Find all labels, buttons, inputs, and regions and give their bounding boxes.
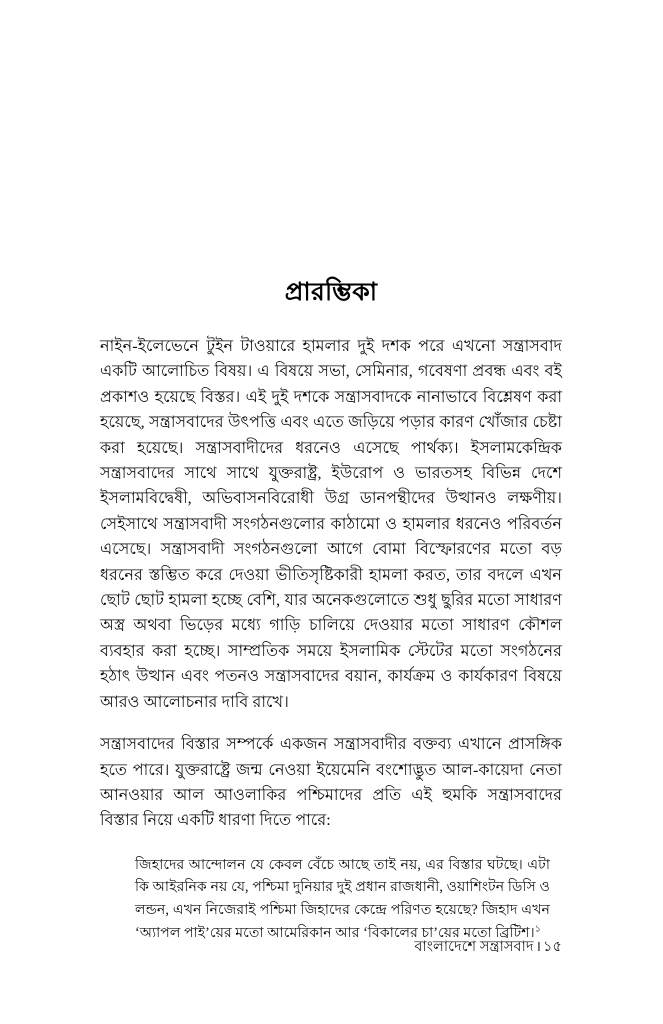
quote-text: জিহাদের আন্দোলন যে কেবল বেঁচে আছে তাই নয়, এর বিস্তার ঘটছে। এটা কি আইরনিক নয় যে, পশ্চিমা দুনিয়ার দুই প্রধান রাজধানী, ওয়াশিংটন ডিসি ও লন্ডন, এখন নিজেরাই পশ্চিমা জিহাদের কেন্দ্রে পরিণত হয়েছে? জিহাদ এখন ‘অ্যাপল পাই’য়ের মতো আমেরিকান আর ‘বিকালের চা’য়ের মতো ব্রিটিশ। [135,856,550,941]
footer-page-number: ১৫ [543,939,562,955]
quote-paragraph [135,854,550,944]
footer-book-title: বাংলাদেশে সন্ত্রাসবাদ [414,939,534,955]
body-paragraph-2: সন্ত্রাসবাদের বিস্তার সম্পর্কে একজন সন্ত্রাসবাদীর বক্তব্য এখানে প্রাসঙ্গিক হতে পারে। যুক্তরাষ্ট্রে জন্ম নেওয়া ইয়েমেনি বংশোদ্ভুত আল-কায়েদা নেতা আনওয়ার আল আওলাকির পশ্চিমাদের প্রতি এই হুমকি সন্ত্রাসবাদের বিস্তার নিয়ে একটি ধারণা দিতে পারে: [100,736,562,830]
page-content [100,278,562,944]
block-quote [100,854,562,944]
chapter-title: প্রারম্ভিকা [284,279,378,306]
footnote-reference: ১ [534,923,541,934]
running-footer [100,937,562,957]
body-paragraph-1: নাইন-ইলেভেনে টুইন টাওয়ারে হামলার দুই দশক পরে এখনো সন্ত্রাসবাদ একটি আলোচিত বিষয়। এ বিষয়ে সভা, সেমিনার, গবেষণা প্রবন্ধ এবং বই প্রকাশও হয়েছে বিস্তর। এই দুই দশকে সন্ত্রাসবাদকে নানাভাবে বিশ্লেষণ করা হয়েছে, সন্ত্রাসবাদের উৎপত্তি এবং এতে জড়িয়ে পড়ার কারণ খোঁজার চেষ্টা করা হয়েছে। সন্ত্রাসবাদীদের ধরনেও এসেছে পার্থক্য। ইসলামকেন্দ্রিক সন্ত্রাসবাদের সাথে সাথে যুক্তরাষ্ট্র, ইউরোপ ও ভারতসহ বিভিন্ন দেশে ইসলামবিদ্বেষী, অভিবাসনবিরোধী উগ্র ডানপন্থীদের উত্থানও লক্ষণীয়। সেইসাথে সন্ত্রাসবাদী সংগঠনগুলোর কাঠামো ও হামলার ধরনেও পরিবর্তন এসেছে। সন্ত্রাসবাদী সংগঠনগুলো আগে বোমা বিস্ফোরণের মতো বড় ধরনের স্তম্ভিত করে দেওয়া ভীতিসৃষ্টিকারী হামলা করত, তার বদলে এখন ছোট ছোট হামলা হচ্ছে বেশি, যার অনেকগুলোতে শুধু ছুরির মতো সাধারণ অস্ত্র অথবা ভিড়ের মধ্যে গাড়ি চালিয়ে দেওয়ার মতো সাধারণ কৌশল ব্যবহার করা হচ্ছে। সাম্প্রতিক সময়ে ইসলামিক স্টেটের মতো সংগঠনের হঠাৎ উত্থান এবং পতনও সন্ত্রাসবাদের বয়ান, কার্যক্রম ও কার্যকারণ বিষয়ে আরও আলোচনার দাবি রাখে। [100,338,562,711]
footer-separator: । [535,939,542,955]
